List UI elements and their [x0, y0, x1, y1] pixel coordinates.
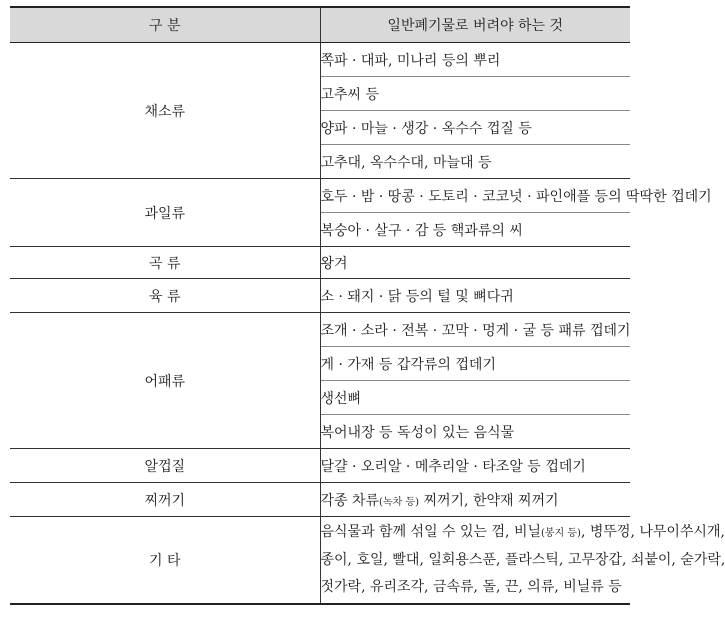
item-shellfish-shells: 조개 · 소라 · 전복 · 꼬막 · 멍게 · 굴 등 패류 껍데기 — [320, 313, 630, 347]
table-header-row — [10, 7, 630, 43]
other-line-1-note: (봉지 등) — [541, 528, 581, 539]
other-line-1 — [320, 519, 725, 547]
table-row — [10, 517, 630, 605]
table-row — [10, 247, 630, 279]
category-seafood: 어패류 — [10, 313, 320, 449]
table-row — [10, 483, 630, 517]
other-line-1-main: 음식물과 함께 섞일 수 있는 껌, 비닐 — [320, 524, 541, 540]
category-vegetables: 채소류 — [10, 43, 320, 179]
item-pepper-seeds: 고추씨 등 — [320, 77, 630, 111]
category-residue: 찌꺼기 — [10, 483, 320, 517]
item-stone-fruit-seeds: 복숭아 · 살구 · 감 등 핵과류의 씨 — [320, 213, 630, 247]
category-eggshells: 알껍질 — [10, 449, 320, 483]
item-tea-residue-rest: 찌꺼기, 한약재 찌꺼기 — [419, 492, 559, 509]
item-tea-residue-main: 각종 차류 — [320, 492, 380, 509]
item-rice-husk: 왕겨 — [320, 247, 630, 279]
item-vegetable-skins: 양파 · 마늘 · 생강 · 옥수수 껍질 등 — [320, 111, 630, 145]
item-eggshells: 달걀 · 오리알 · 메추리알 · 타조알 등 껍데기 — [320, 449, 630, 483]
item-tea-residue-note: (녹차 등) — [379, 496, 420, 508]
item-tea-residue — [320, 483, 630, 517]
header-category: 구 분 — [10, 7, 320, 43]
table-row — [10, 449, 630, 483]
category-grains: 곡 류 — [10, 247, 320, 279]
item-other-list — [320, 517, 725, 605]
other-line-2: 종이, 호일, 빨대, 일회용스푼, 플라스틱, 고무장갑, 쇠붙이, 숟가락, — [320, 552, 725, 568]
header-content: 일반폐기물로 버려야 하는 것 — [320, 7, 630, 43]
item-vegetable-stalks: 고추대, 옥수수대, 마늘대 등 — [320, 145, 630, 179]
category-meat: 육 류 — [10, 279, 320, 313]
category-other: 기 타 — [10, 517, 320, 605]
waste-classification-table — [10, 6, 725, 605]
table-row — [10, 43, 630, 77]
item-vegetable-roots: 쪽파 · 대파, 미나리 등의 뿌리 — [320, 43, 630, 77]
item-toxic-organs: 복어내장 등 독성이 있는 음식물 — [320, 415, 630, 449]
table-row — [10, 179, 630, 213]
category-fruits: 과일류 — [10, 179, 320, 247]
table-row — [10, 279, 630, 313]
other-line-3: 젓가락, 유리조각, 금속류, 돌, 끈, 의류, 비닐류 등 — [320, 579, 622, 595]
table-row — [10, 313, 630, 347]
item-hair-and-bones: 소 · 돼지 · 닭 등의 털 및 뼈다귀 — [320, 279, 630, 313]
item-hard-shells: 호두 · 밤 · 땅콩 · 도토리 · 코코넛 · 파인애플 등의 딱딱한 껍데기 — [320, 179, 630, 213]
item-fish-bones: 생선뼈 — [320, 381, 630, 415]
item-crustacean-shells: 게 · 가재 등 갑각류의 껍데기 — [320, 347, 630, 381]
other-line-1-rest: , 병뚜껑, 나무이쑤시개, — [580, 524, 725, 540]
